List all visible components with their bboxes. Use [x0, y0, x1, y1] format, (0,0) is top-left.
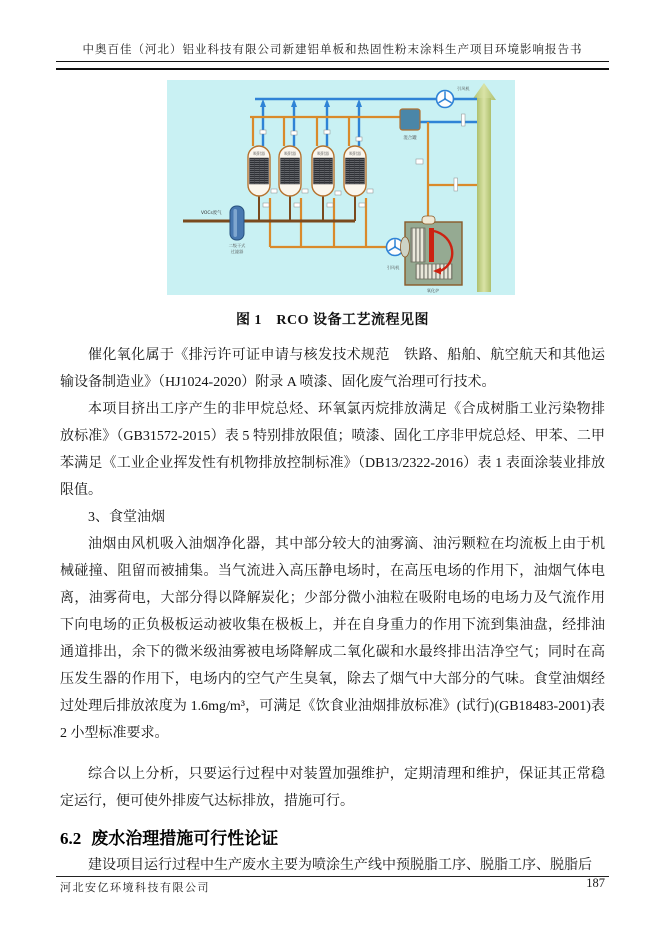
page-header-title: 中奥百佳（河北）铝业科技有限公司新建铝单板和热固性粉末涂料生产项目环境影响报告书 — [82, 44, 583, 56]
mixing-tank-label: 混合罐 — [403, 136, 417, 141]
diagram-background — [167, 80, 515, 295]
paragraph-conclusion: 综合以上分析，只要运行过程中对装置加强维护，定期清理和维护，保证其正常稳定运行，便可使外排废气达标排放，措施可行。 — [60, 767, 605, 809]
rco-figure — [167, 80, 515, 300]
paragraph-emission-standards: 本项目挤出工序产生的非甲烷总烃、环氧氯丙烷排放满足《合成树脂工业污染物排放标准》（GB31572-2015）表 5 特别排放限值；喷漆、固化工序非甲烷总烃、甲苯、二甲苯满足《工业企业挥发性有机物排放控制标准》（DB13/2322-2016）表 1 表面涂装业排放限值。 — [60, 402, 605, 498]
section-heading-6-2 — [60, 826, 605, 852]
bottom-fan-label: 引风机 — [386, 265, 400, 270]
paragraph-wastewater-intro: 建设项目运行过程中生产废水主要为喷涂生产线中预脱脂工序、脱脂工序、脱脂后 — [88, 858, 592, 873]
dry-filter — [229, 206, 246, 255]
filter-label-line2: 过滤器 — [230, 249, 244, 254]
vocs-inlet-label: VOCs废气 — [201, 211, 222, 216]
adsorber-label: 吸附器 — [253, 151, 265, 156]
adsorber-label: 吸附器 — [317, 151, 329, 156]
top-fan-label: 引风机 — [457, 86, 470, 91]
footer-company: 河北安亿环境科技有限公司 — [60, 882, 210, 894]
page-content — [60, 80, 605, 879]
furnace-label: 氧化炉 — [426, 288, 440, 293]
filter-label-line1: 二级干式 — [228, 243, 246, 248]
adsorber-vessel-3 — [312, 146, 334, 196]
adsorber-label: 吸附器 — [284, 151, 296, 156]
header-double-rule — [56, 61, 609, 70]
paragraph-canteen-fume-heading: 3、食堂油烟 — [88, 510, 165, 525]
footer-rule — [56, 876, 609, 877]
oxidation-furnace — [401, 216, 463, 294]
adsorber-vessel-2 — [279, 146, 301, 196]
adsorber-label: 吸附器 — [349, 151, 361, 156]
paragraph-catalytic-oxidation: 催化氧化属于《排污许可证申请与核发技术规范 铁路、船舶、航空航天和其他运输设备制造业》（HJ1024-2020）附录 A 喷漆、固化废气治理可行技术。 — [60, 348, 605, 390]
adsorber-vessel-4 — [344, 146, 366, 196]
figure-caption: 图 1 RCO 设备工艺流程见图 — [235, 313, 430, 328]
footer-page-number: 187 — [586, 876, 605, 890]
rco-process-diagram — [167, 80, 515, 295]
section-number: 6.2 — [60, 829, 82, 848]
paragraph-fume-purifier: 油烟由风机吸入油烟净化器，其中部分较大的油雾滴、油污颗粒在均流板上由于机械碰撞、阻留而被捕集。当气流进入高压静电场时，在高压电场的作用下，油烟气体电离，油雾荷电，大部分得以降解炭化；少部分微小油粒在吸附电场的电场力及气流作用下向电场的正负极板运动被收集在极板上，并在自身重力的作用下流到集油盘，经排油通道排出，余下的微米级油雾被电场降解成二氧化碳和水最终排出洁净空气；同时在高压发生器的作用下，电场内的空气产生臭氧，除去了烟气中大部分的气味。食堂油烟经过处理后排放浓度为 1.6mg/m³，可满足《饮食业油烟排放标准》(试行)(GB18483-2001)表 2 小型标准要求。 — [60, 537, 605, 741]
adsorber-vessel-1 — [248, 146, 270, 196]
section-title: 废水治理措施可行性论证 — [91, 829, 279, 848]
